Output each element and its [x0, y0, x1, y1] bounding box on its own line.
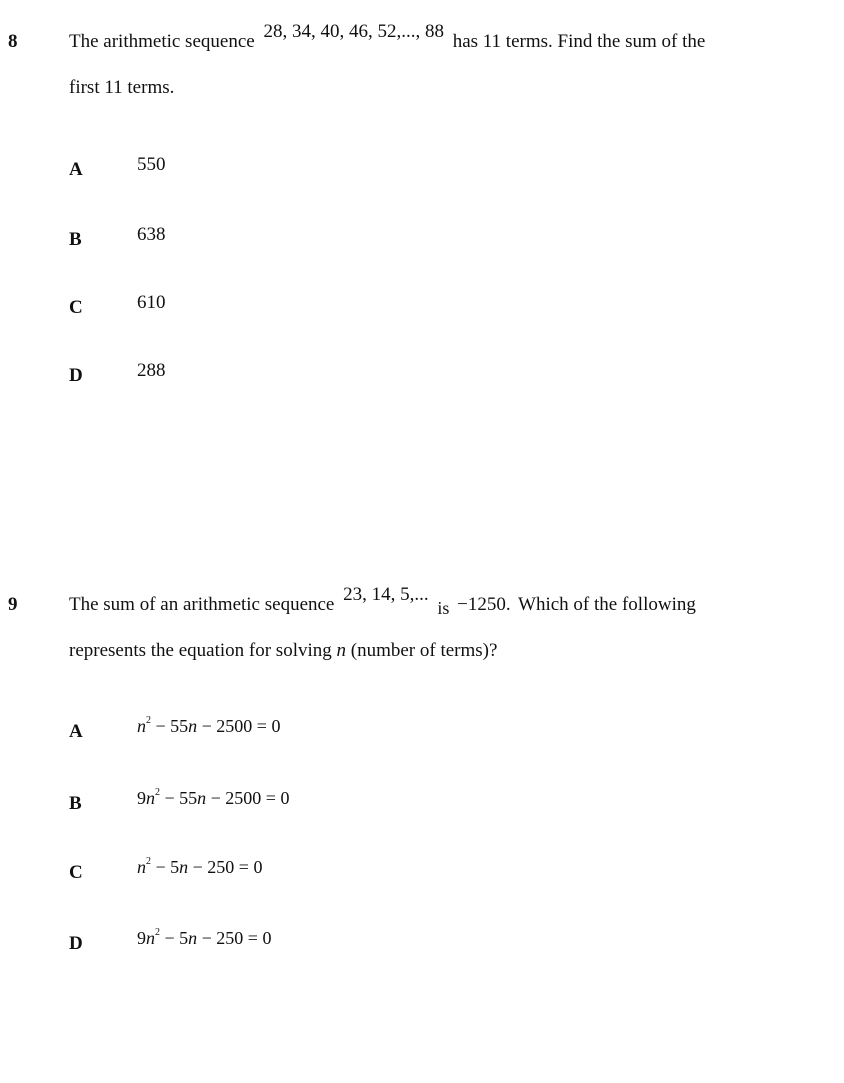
question-9-line-2	[69, 641, 497, 660]
q8-option-d-value[interactable]: 288	[137, 360, 166, 381]
q9-option-c-equation[interactable]: $n^2 - 5n - 250 = 0$	[137, 856, 263, 877]
q8-option-c-letter[interactable]: C	[69, 297, 83, 318]
question-9-sum: −1250.	[457, 594, 511, 615]
question-8-text: The arithmetic sequence	[69, 31, 255, 52]
question-9-line-2-text: represents the equation for solving	[69, 640, 332, 661]
question-9-text: The sum of an arithmetic sequence	[69, 594, 335, 615]
q9-option-c-letter[interactable]: C	[69, 862, 83, 883]
question-8-sequence: 28, 34, 40, 46, 52,..., 88	[263, 21, 444, 42]
q9-option-d-letter[interactable]: D	[69, 933, 83, 954]
question-8-line-2: first 11 terms.	[69, 77, 175, 98]
q8-option-a-value[interactable]: 550	[137, 154, 166, 175]
question-9-text-after: Which of the following	[518, 594, 696, 615]
q8-option-a-letter[interactable]: A	[69, 159, 83, 180]
question-9-line-2-end: (number of terms)?	[350, 640, 498, 661]
q8-option-b-letter[interactable]: B	[69, 229, 82, 250]
question-8-line-1	[69, 21, 706, 52]
q8-option-b-value[interactable]: 638	[137, 224, 166, 245]
q8-option-d-letter[interactable]: D	[69, 365, 83, 386]
question-9-variable: n	[336, 640, 347, 661]
q9-option-b-letter[interactable]: B	[69, 793, 82, 814]
q8-option-c-value[interactable]: 610	[137, 292, 166, 313]
q9-option-d-equation[interactable]: $9n^2 - 5n - 250 = 0$	[137, 927, 272, 948]
question-9-number: 9	[8, 594, 18, 615]
question-8-text-after: has 11 terms. Find the sum of the	[452, 31, 706, 52]
question-9-line-1	[69, 584, 696, 618]
question-9-sequence: 23, 14, 5,...	[343, 584, 429, 605]
q9-option-b-equation[interactable]: $9n^2 - 55n - 2500 = 0$	[137, 787, 290, 808]
q9-option-a-equation[interactable]: $n^2 - 55n - 2500 = 0$	[137, 715, 281, 736]
question-8-number: 8	[8, 31, 18, 52]
q9-option-a-letter[interactable]: A	[69, 721, 83, 742]
question-9-is: is	[437, 598, 450, 618]
